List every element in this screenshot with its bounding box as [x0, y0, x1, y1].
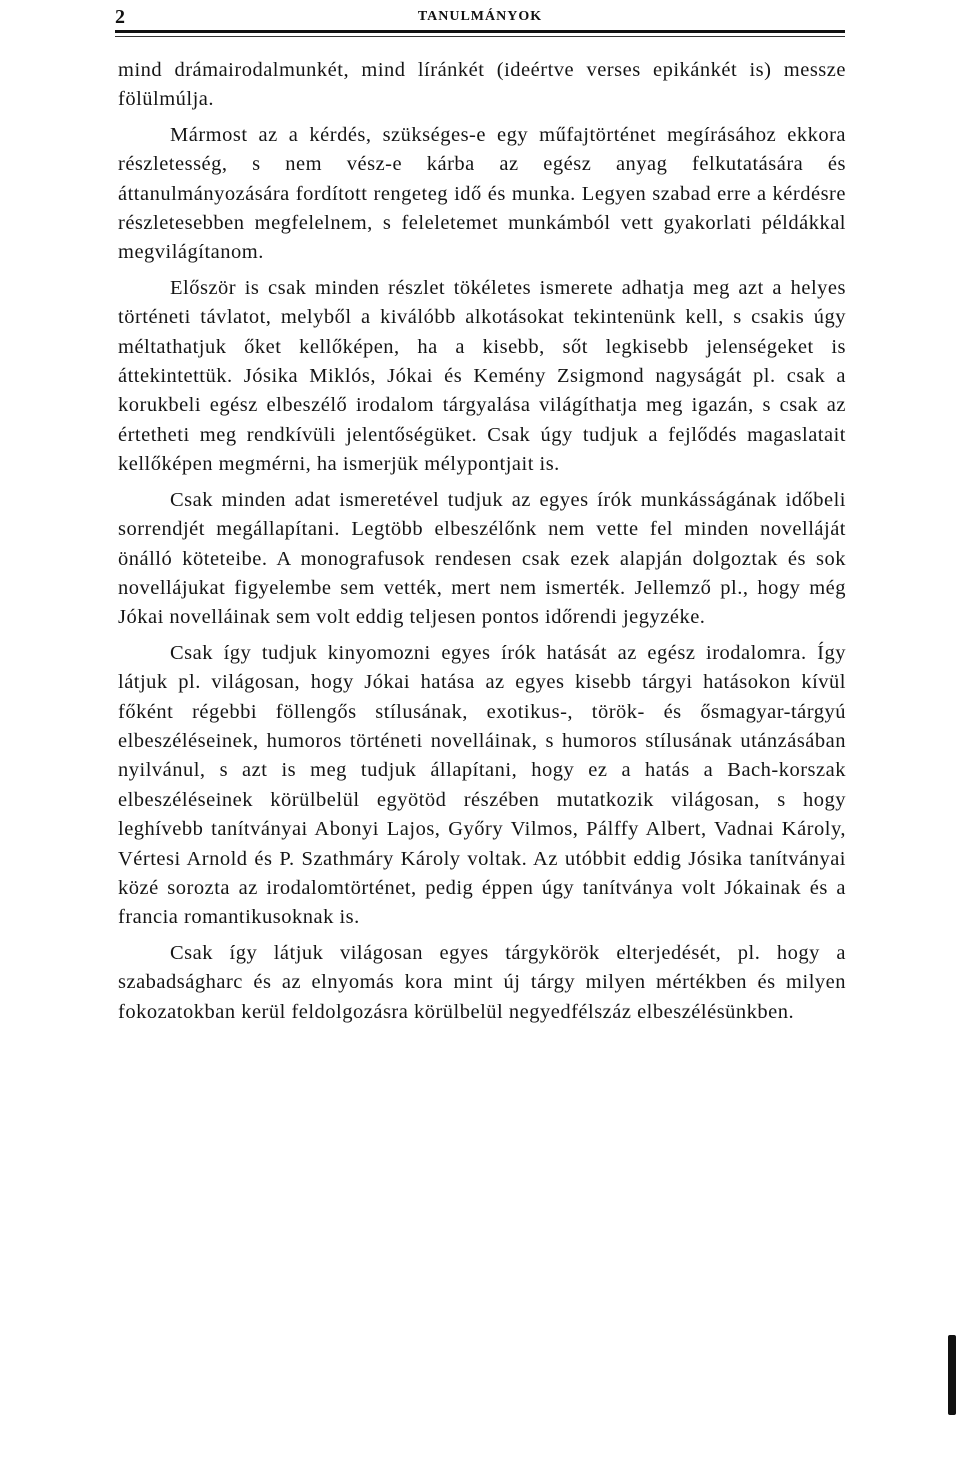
running-head: TANULMÁNYOK — [417, 9, 543, 24]
paragraph: Először is csak minden részlet tökéletes ismerete adhatja meg azt a helyes történeti távlatot, melyből a kiválóbb alkotásokat tekintenünk kell, s csakis úgy méltathatjuk őket kellőképen, ha a kisebb, sőt legkisebb jelenségeket is áttekintettük. Jósika Miklós, Jókai és Kemény Zsigmond nagyságát pl. csak a korukbeli egész elbeszélő irodalom tárgyalása világíthatja meg igazán, s csak az értetheti meg rendkívüli jelentőségüket. Csak úgy tudjuk a fejlődés magaslatait kellőképen megmérni, ha ismerjük mélypontjait is. — [118, 276, 846, 476]
paragraph: Csak minden adat ismeretével tudjuk az egyes írók munkásságának időbeli sorrendjét megállapítani. Legtöbb elbeszélőnk nem vette fel minden novelláját önálló köteteibe. A monografusok rendesen csak ezek alapján dolgoztak és sok novellájukat figyelembe sem vették, mert nem ismerték. Jellemző pl., hogy még Jókai novelláinak sem volt eddig teljesen pontos időrendi jegyzéke. — [118, 488, 846, 629]
page-number: 2 — [115, 6, 125, 28]
header-rule-thick — [115, 30, 845, 33]
paragraph: mind drámairodalmunkét, mind líránkét (ideértve verses epikánkét is) messze fölülmúlja. — [118, 59, 846, 111]
header-rule-thin — [115, 36, 845, 37]
binding-mark — [948, 1335, 956, 1415]
paragraph: Csak így tudjuk kinyomozni egyes írók hatását az egész irodalomra. Így látjuk pl. világosan, hogy Jókai hatása az egyes kisebb tárgyi hatásokon kívül főként régebbi föllengős stílusának, exotikus-, török- és ősmagyar-tárgyú elbeszéléseinek, humoros történeti novelláinak, s humoros stílusának utánzásában nyilvánul, s azt is meg tudjuk állapítani, hogy ez a hatás a Bach-korszak elbeszéléseinek körülbelül egyötöd részében mutatkozik világosan, s hogy leghívebb tanítványai Abonyi Lajos, Győry Vilmos, Pálffy Albert, Vadnai Károly, Vértesi Arnold és P. Szathmáry Károly voltak. Az utóbbit eddig Jósika tanítványai közé sorozta az irodalomtörténet, pedig éppen úgy tanítványa volt Jókainak és a francia romantikusoknak is. — [118, 641, 846, 929]
page-header — [115, 6, 845, 26]
body-text — [118, 56, 846, 1033]
paragraph: Csak így látjuk világosan egyes tárgykörök elterjedését, pl. hogy a szabadságharc és az elnyomás kora mint új tárgy milyen mértékben és milyen fokozatokban kerül feldolgozásra körülbelül negyedfélszáz elbeszélésünkben. — [118, 941, 846, 1023]
paragraph: Mármost az a kérdés, szükséges-e egy műfajtörténet megírásához ekkora részletesség, s nem vész-e kárba az egész anyag felkutatására és áttanulmányozására fordított rengeteg idő és munka. Legyen szabad erre a kérdésre részletesebben megfelelnem, s feleletemet munkámból vett gyakorlati példákkal megvilágítanom. — [118, 123, 846, 264]
